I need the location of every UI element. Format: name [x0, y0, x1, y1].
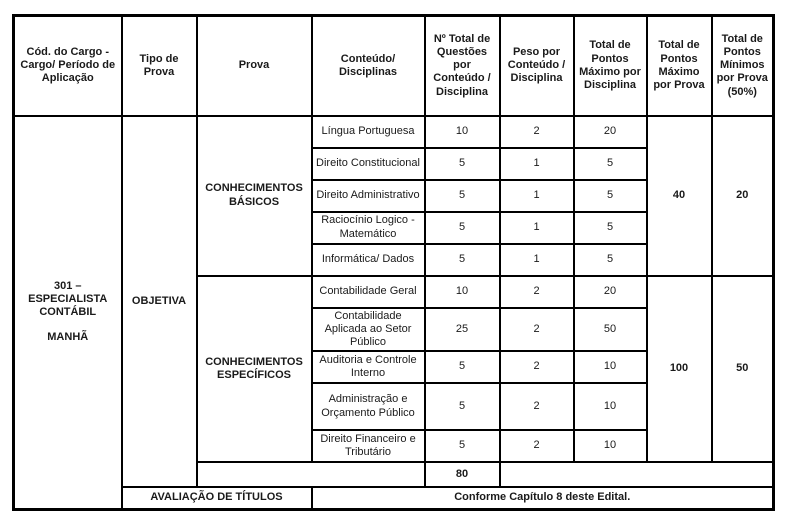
- header-pontos-disciplina: Total de Pontos Máximo por Disciplina: [574, 16, 647, 116]
- total-questoes-spacer-right: [500, 462, 774, 487]
- peso-cell: 2: [500, 116, 574, 148]
- total-minimo-basicos-cell: 20: [712, 116, 774, 276]
- questoes-cell: 5: [425, 212, 500, 244]
- header-row: [14, 16, 774, 116]
- questoes-cell: 5: [425, 244, 500, 276]
- avaliacao-titulos-row: [14, 487, 774, 509]
- pontos-cell: 5: [574, 212, 647, 244]
- header-num-questoes: Nº Total de Questões por Conteúdo / Disciplina: [425, 16, 500, 116]
- questoes-cell: 10: [425, 276, 500, 308]
- tipo-prova-cell: OBJETIVA: [122, 116, 197, 488]
- cargo-cell: [14, 116, 122, 510]
- peso-cell: 1: [500, 244, 574, 276]
- total-maximo-especificos-cell: 100: [647, 276, 712, 463]
- pontos-cell: 20: [574, 276, 647, 308]
- questoes-cell: 5: [425, 351, 500, 383]
- exam-structure-table: [12, 14, 775, 511]
- questoes-cell: 5: [425, 180, 500, 212]
- header-cargo: Cód. do Cargo - Cargo/ Período de Aplicação: [14, 16, 122, 116]
- questoes-cell: 5: [425, 430, 500, 462]
- peso-cell: 2: [500, 276, 574, 308]
- header-tipo-prova: Tipo de Prova: [122, 16, 197, 116]
- peso-cell: 2: [500, 430, 574, 462]
- disciplina-cell: Contabilidade Aplicada ao Setor Público: [312, 308, 425, 352]
- disciplina-cell: Informática/ Dados: [312, 244, 425, 276]
- avaliacao-titulos-label: AVALIAÇÃO DE TÍTULOS: [122, 487, 312, 509]
- questoes-cell: 10: [425, 116, 500, 148]
- pontos-cell: 50: [574, 308, 647, 352]
- questoes-cell: 5: [425, 383, 500, 430]
- pontos-cell: 10: [574, 430, 647, 462]
- total-questoes-cell: 80: [425, 462, 500, 487]
- table-row: [14, 116, 774, 148]
- pontos-cell: 20: [574, 116, 647, 148]
- periodo-text: MANHÃ: [47, 331, 89, 344]
- prova-especificos-cell: CONHECIMENTOS ESPECÍFICOS: [197, 276, 312, 463]
- header-pontos-minimos-prova: Total de Pontos Mínimos por Prova (50%): [712, 16, 774, 116]
- disciplina-cell: Direito Constitucional: [312, 148, 425, 180]
- disciplina-cell: Direito Financeiro e Tributário: [312, 430, 425, 462]
- pontos-cell: 10: [574, 383, 647, 430]
- disciplina-cell: Contabilidade Geral: [312, 276, 425, 308]
- pontos-cell: 5: [574, 180, 647, 212]
- peso-cell: 2: [500, 351, 574, 383]
- peso-cell: 2: [500, 383, 574, 430]
- peso-cell: 2: [500, 308, 574, 352]
- disciplina-cell: Auditoria e Controle Interno: [312, 351, 425, 383]
- header-conteudo: Conteúdo/ Disciplinas: [312, 16, 425, 116]
- peso-cell: 1: [500, 180, 574, 212]
- pontos-cell: 10: [574, 351, 647, 383]
- disciplina-cell: Raciocínio Logico - Matemático: [312, 212, 425, 244]
- disciplina-cell: Direito Administrativo: [312, 180, 425, 212]
- disciplina-cell: Administração e Orçamento Público: [312, 383, 425, 430]
- pontos-cell: 5: [574, 148, 647, 180]
- questoes-cell: 5: [425, 148, 500, 180]
- total-maximo-basicos-cell: 40: [647, 116, 712, 276]
- disciplina-cell: Língua Portuguesa: [312, 116, 425, 148]
- total-questoes-spacer-left: [197, 462, 425, 487]
- header-peso: Peso por Conteúdo / Disciplina: [500, 16, 574, 116]
- questoes-cell: 25: [425, 308, 500, 352]
- peso-cell: 1: [500, 148, 574, 180]
- total-minimo-especificos-cell: 50: [712, 276, 774, 463]
- header-pontos-maximo-prova: Total de Pontos Máximo por Prova: [647, 16, 712, 116]
- cargo-text: 301 – ESPECIALISTA CONTÁBIL: [28, 279, 108, 319]
- prova-basicos-cell: CONHECIMENTOS BÁSICOS: [197, 116, 312, 276]
- avaliacao-titulos-value: Conforme Capítulo 8 deste Edital.: [312, 487, 774, 509]
- pontos-cell: 5: [574, 244, 647, 276]
- peso-cell: 1: [500, 212, 574, 244]
- header-prova: Prova: [197, 16, 312, 116]
